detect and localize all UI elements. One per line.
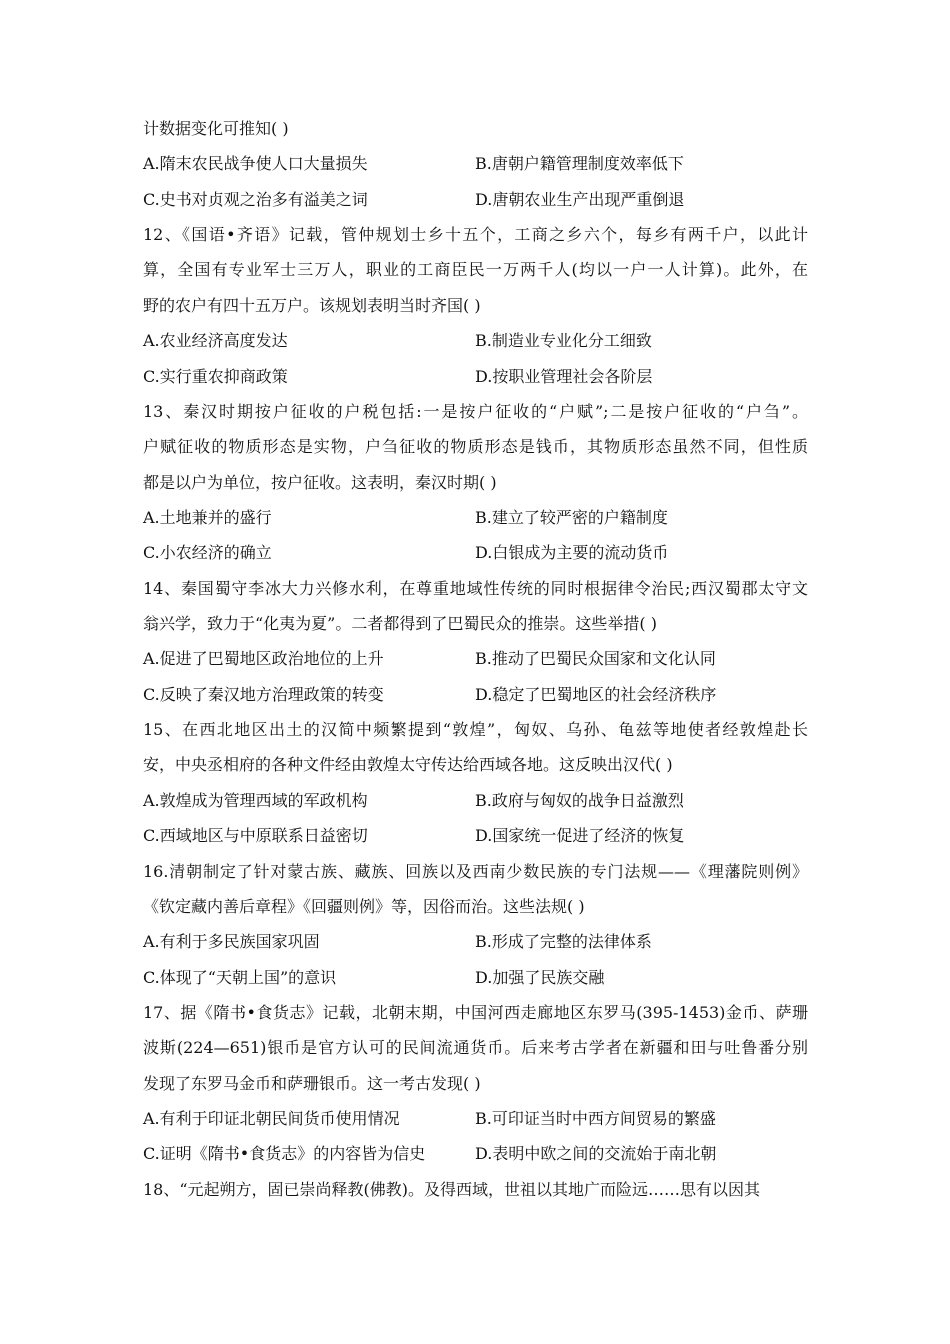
answer-option: D.加强了民族交融 [475,967,605,987]
answer-option: A.敦煌成为管理西域的军政机构 [143,790,368,810]
answer-option: C.反映了秦汉地方治理政策的转变 [143,684,384,704]
question-stem-line: 算，全国有专业军士三万人，职业的工商臣民一万两千人(均以一户一人计算)。此外，在 [143,260,808,280]
question-stem-line: 17、据《隋书•食货志》记载，北朝末期，中国河西走廊地区东罗马(395-1453)金币、萨珊 [143,1002,808,1022]
question-stem-line: 安，中央丞相府的各种文件经由敦煌太守传达给西域各地。这反映出汉代( ) [143,755,673,775]
answer-option: C.证明《隋书•食货志》的内容皆为信史 [143,1144,426,1164]
answer-option: A.促进了巴蜀地区政治地位的上升 [143,649,384,669]
question-11-continuation [143,111,808,217]
answer-option: B.制造业专业化分工细致 [475,331,652,351]
question-stem-line: 户赋征收的物质形态是实物，户刍征收的物质形态是钱币，其物质形态虽然不同，但性质 [143,437,808,457]
answer-option: D.稳定了巴蜀地区的社会经济秩序 [475,684,717,704]
question-14 [143,571,808,712]
question-stem-line: 18、“元起朔方，固已崇尚释教(佛教)。及得西域，世祖以其地广而险远……思有以因其 [143,1179,761,1199]
answer-option: C.实行重农抑商政策 [143,366,288,386]
question-16 [143,854,808,995]
answer-option: B.政府与匈奴的战争日益激烈 [475,790,684,810]
question-17 [143,995,808,1172]
answer-option: A.有利于印证北朝民间货币使用情况 [143,1109,400,1129]
answer-option: C.西域地区与中原联系日益密切 [143,826,368,846]
question-stem-line: 野的农户有四十五万户。该规划表明当时齐国( ) [143,295,481,315]
question-stem-line: 波斯(224—651)银币是官方认可的民间流通货币。后来考古学者在新疆和田与吐鲁番分别 [143,1038,808,1058]
question-stem-line: 翁兴学，致力于“化夷为夏”。二者都得到了巴蜀民众的推崇。这些举措( ) [143,614,657,634]
answer-option: B.形成了完整的法律体系 [475,932,652,952]
answer-option: B.可印证当时中西方间贸易的繁盛 [475,1109,716,1129]
question-stem-line: 16.清朝制定了针对蒙古族、藏族、回族以及西南少数民族的专门法规——《理藩院则例》 [143,861,808,881]
option-row [143,1136,808,1171]
option-row [143,641,808,676]
question-stem-line: 《钦定藏内善后章程》《回疆则例》等，因俗而治。这些法规( ) [143,896,585,916]
option-row [143,500,808,535]
answer-option: C.体现了“天朝上国”的意识 [143,967,337,987]
option-row [143,677,808,712]
answer-option: B.建立了较严密的户籍制度 [475,507,668,527]
question-stem-line: 12、《国语•齐语》记载，管仲规划士乡十五个，工商之乡六个，每乡有两千户，以此计 [143,225,808,245]
answer-option: D.唐朝农业生产出现严重倒退 [475,189,685,209]
option-row [143,818,808,853]
question-15 [143,712,808,853]
question-stem-line: 15、在西北地区出土的汉简中频繁提到“敦煌”，匈奴、乌孙、龟兹等地使者经敦煌赴长 [143,720,808,740]
question-12 [143,217,808,394]
option-row [143,359,808,394]
question-stem-line: 计数据变化可推知( ) [143,119,289,138]
answer-option: D.白银成为主要的流动货币 [475,543,669,563]
option-row [143,146,808,181]
question-stem-line: 发现了东罗马金币和萨珊银币。这一考古发现( ) [143,1073,481,1093]
question-18 [143,1172,808,1207]
option-row [143,182,808,217]
answer-option: A.隋末农民战争使人口大量损失 [143,154,368,174]
answer-option: C.史书对贞观之治多有溢美之词 [143,189,368,209]
option-row [143,323,808,358]
question-stem-line: 14、秦国蜀守李冰大力兴修水利，在尊重地域性传统的同时根据律令治民;西汉蜀郡太守文 [143,578,808,598]
answer-option: D.表明中欧之间的交流始于南北朝 [475,1144,717,1164]
exam-page [143,111,808,1207]
question-stem-line: 13、秦汉时期按户征收的户税包括:一是按户征收的“户赋”;二是按户征收的“户刍”。 [143,401,808,421]
answer-option: D.按职业管理社会各阶层 [475,366,653,386]
question-stem-line: 都是以户为单位，按户征收。这表明，秦汉时期( ) [143,472,497,492]
answer-option: B.唐朝户籍管理制度效率低下 [475,154,684,174]
option-row [143,535,808,570]
answer-option: B.推动了巴蜀民众国家和文化认同 [475,649,716,669]
option-row [143,924,808,959]
answer-option: C.小农经济的确立 [143,543,272,563]
option-row [143,960,808,995]
answer-option: A.有利于多民族国家巩固 [143,932,320,952]
answer-option: D.国家统一促进了经济的恢复 [475,826,685,846]
answer-option: A.土地兼并的盛行 [143,507,272,527]
option-row [143,783,808,818]
question-13 [143,394,808,571]
answer-option: A.农业经济高度发达 [143,331,288,351]
option-row [143,1101,808,1136]
